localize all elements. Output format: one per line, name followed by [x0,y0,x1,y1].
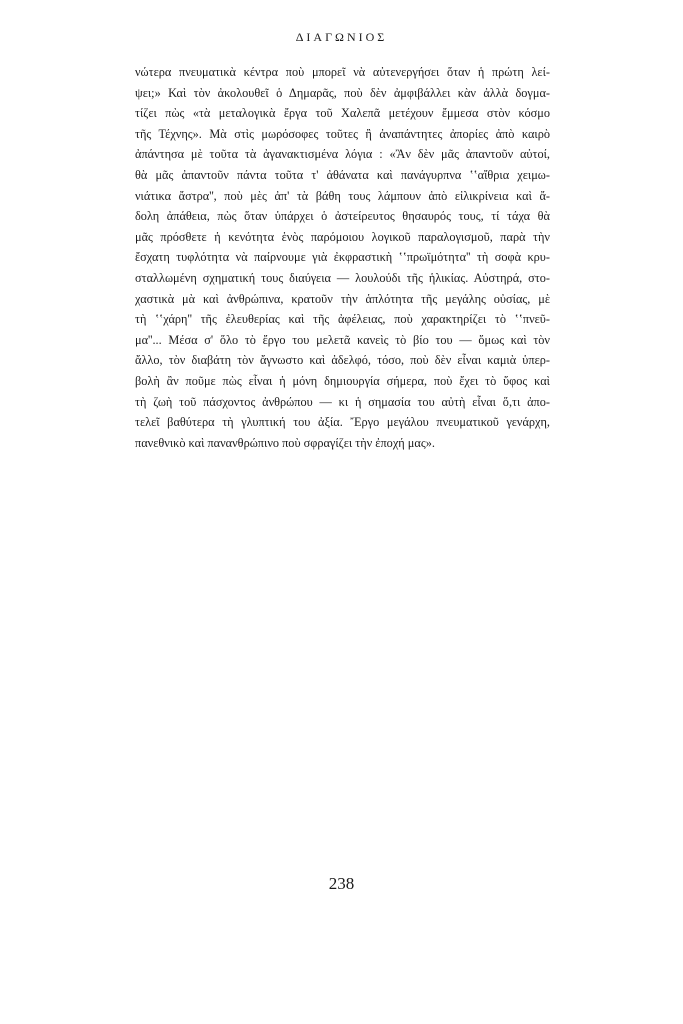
text-line: τὴ ζωὴ τοῦ πάσχοντος ἀνθρώπου — κι ἡ σημασία του αὐτὴ εἶναι ὅ,τι ἀπο- [135,394,550,409]
text-line: ψει;» Καὶ τὸν ἀκολουθεῖ ὁ Δημαρᾶς, ποὺ δὲν ἀμφιβάλλει κὰν ἀλλὰ δογμα- [135,85,550,100]
running-header: ΔΙΑΓΩΝΙΟΣ [295,30,388,44]
text-line: ἔσχατη τυφλότητα νὰ παίρνουμε γιὰ ἐκφραστικὴ ʽʽπρωϊμότητα'' τὴ σοφὰ κρυ- [135,250,550,265]
text-line: ἄλλο, τὸν διαβάτη τὸν ἄγνωστο καὶ ἀδελφό, τόσο, ποὺ δὲν εἶναι καμιὰ ὑπερ- [135,353,550,368]
text-line: χαστικὰ μὰ καὶ ἀνθρώπινα, κρατοῦν τὴν ἁπλότητα τῆς μεγάλης οὐσίας, μὲ [135,291,550,306]
page-number: 238 [328,874,355,893]
text-line: τίζει πὼς «τὰ μεταλογικὰ ἔργα τοῦ Χαλεπᾶ μετέχουν ἔμμεσα στὸν κόσμο [135,106,550,121]
text-line: βολὴ ἂν ποῦμε πὼς εἶναι ἡ μόνη δημιουργία σήμερα, ποὺ ἔχει τὸ ὕφος καὶ [135,373,550,388]
text-line: πανεθνικὸ καὶ πανανθρώπινο ποὺ σφραγίζει τὴν ἐποχή μας». [135,435,435,450]
text-line: νιάτικα ἄστρα'', ποὺ μὲς ἀπ' τὰ βάθη τους λάμπουν ἀπὸ εἰλικρίνεια καὶ ἄ- [135,188,550,203]
text-line: τὴ ʽʽχάρη'' τῆς ἐλευθερίας καὶ τῆς ἀφέλειας, ποὺ χαρακτηρίζει τὸ ʽʽπνεῦ- [135,312,550,327]
text-line: σταλλωμένη σχηματική τους διαύγεια — λουλούδι τῆς ἡλικίας. Αὐστηρά, στο- [135,270,550,285]
text-line: νώτερα πνευματικὰ κέντρα ποὺ μπορεῖ νὰ αὐτενεργήσει ὅταν ἡ πρώτη λεί- [135,65,550,79]
text-line: δολη ἀπάθεια, πὼς ὅταν ὑπάρχει ὁ ἀστείρευτος θησαυρός τους, τί τάχα θὰ [135,209,550,224]
text-line: τῆς Τέχνης». Μὰ στὶς μωρόσοφες τοῦτες ἢ ἀναπάντητες ἀπορίες ἀπὸ καιρὸ [135,126,550,141]
text-line: τελεῖ βαθύτερα τὴ γλυπτική του ἀξία. Ἔργο μεγάλου πνευματικοῦ γενάρχη, [135,415,550,430]
text-line: ἀπάντησα μὲ τοῦτα τὰ ἀγανακτισμένα λόγια : «Ἂν δὲν μᾶς ἀπαντοῦν αὐτοί, [135,147,550,162]
body-paragraph [135,62,550,453]
text-line: μα''... Μέσα σ' ὅλο τὸ ἔργο του μελετᾶ κανεὶς τὸ βίο του — ὅμως καὶ τὸν [135,332,550,347]
text-line: μᾶς πρόσθετε ἡ κενότητα ἑνὸς παρόμοιου λογικοῦ παραλογισμοῦ, παρὰ τὴν [135,229,550,244]
text-line: θὰ μᾶς ἀπαντοῦν πάντα τοῦτα τ' ἀθάνατα καὶ πανάγυρπνα ʽʽαἴθρια χειμω- [135,167,550,182]
